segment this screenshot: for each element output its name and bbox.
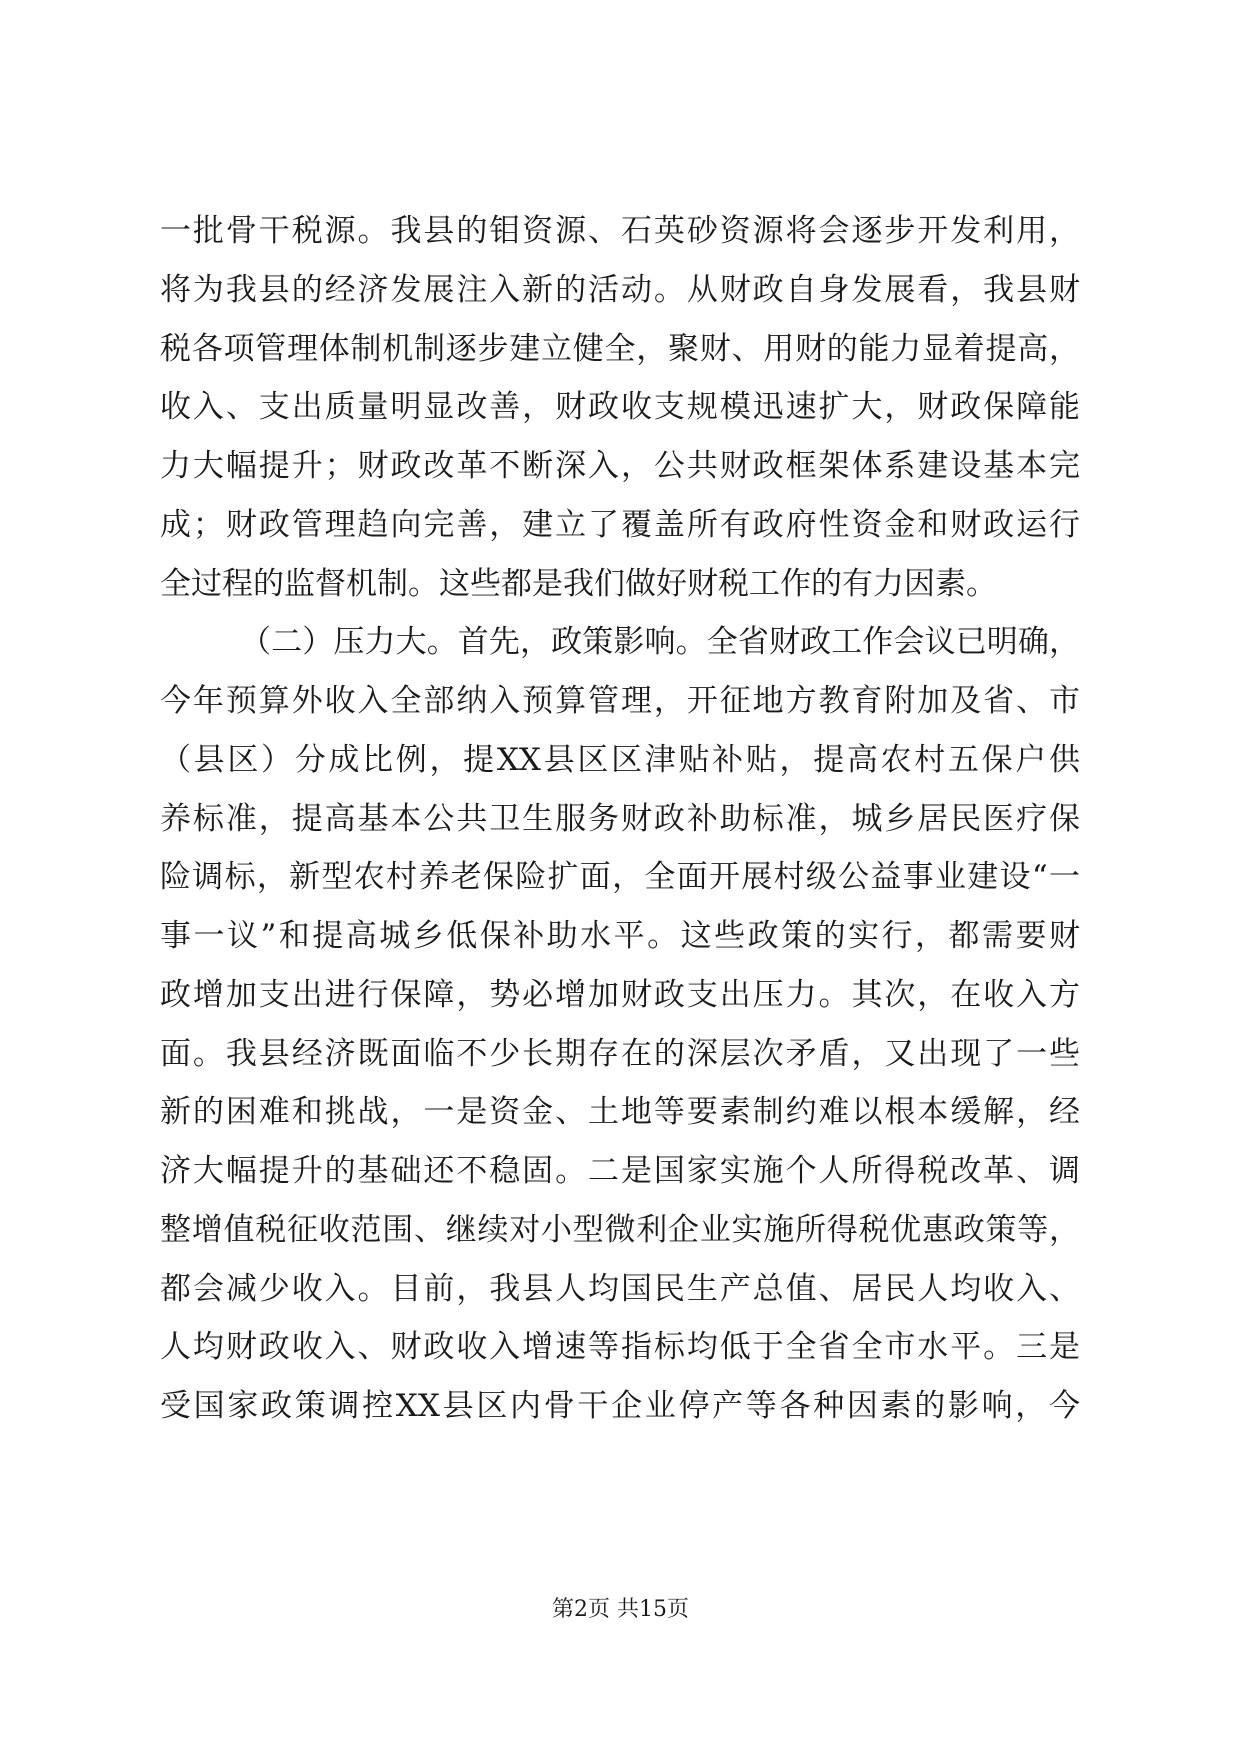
text-line: （二）压力大。首先，政策影响。全省财政工作会议已明确，: [240, 624, 1080, 661]
text-line: 力大幅提升；财政改革不断深入，公共财政框架体系建设基本完: [160, 448, 1080, 484]
text-line: 受国家政策调控XX县区内骨干企业停产等各种因素的影响，今: [160, 1388, 1080, 1424]
text-line: 一批骨干税源。我县的钼资源、石英砂资源将会逐步开发利用，: [160, 213, 1080, 249]
text-line: 新的困难和挑战，一是资金、土地等要素制约难以根本缓解，经: [160, 1094, 1080, 1131]
text-line: 事一议”和提高城乡低保补助水平。这些政策的实行，都需要财: [160, 918, 1080, 954]
text-line: 险调标，新型农村养老保险扩面，全面开展村级公益事业建设“一: [160, 859, 1080, 896]
text-line: 济大幅提升的基础还不稳固。二是国家实施个人所得税改革、调: [160, 1153, 1080, 1189]
text-line: 将为我县的经济发展注入新的活动。从财政自身发展看，我县财: [160, 271, 1080, 308]
text-line: 人均财政收入、财政收入增速等指标均低于全省全市水平。三是: [160, 1329, 1080, 1366]
text-line: 收入、支出质量明显改善，财政收支规模迅速扩大，财政保障能: [160, 389, 1080, 426]
text-line: 整增值税征收范围、继续对小型微利企业实施所得税优惠政策等，: [160, 1211, 1080, 1248]
text-line: 税各项管理体制机制逐步建立健全，聚财、用财的能力显着提高，: [160, 330, 1080, 367]
text-line: 养标准，提高基本公共卫生服务财政补助标准，城乡居民医疗保: [160, 800, 1080, 837]
text-line: 成；财政管理趋向完善，建立了覆盖所有政府性资金和财政运行: [160, 506, 1080, 543]
text-line: 今年预算外收入全部纳入预算管理，开征地方教育附加及省、市: [160, 683, 1080, 719]
body-text: [160, 202, 1080, 1436]
text-line: 全过程的监督机制。这些都是我们做好财税工作的有力因素。: [160, 565, 997, 602]
text-line: （县区）分成比例，提XX县区区津贴补贴，提高农村五保户供: [160, 741, 1080, 778]
text-line: 都会减少收入。目前，我县人均国民生产总值、居民人均收入、: [160, 1270, 1080, 1307]
text-line: 政增加支出进行保障，势必增加财政支出压力。其次，在收入方: [160, 976, 1080, 1013]
text-line: 面。我县经济既面临不少长期存在的深层次矛盾，又出现了一些: [160, 1035, 1080, 1072]
page-number-footer: 第2页 共15页: [552, 1597, 689, 1622]
